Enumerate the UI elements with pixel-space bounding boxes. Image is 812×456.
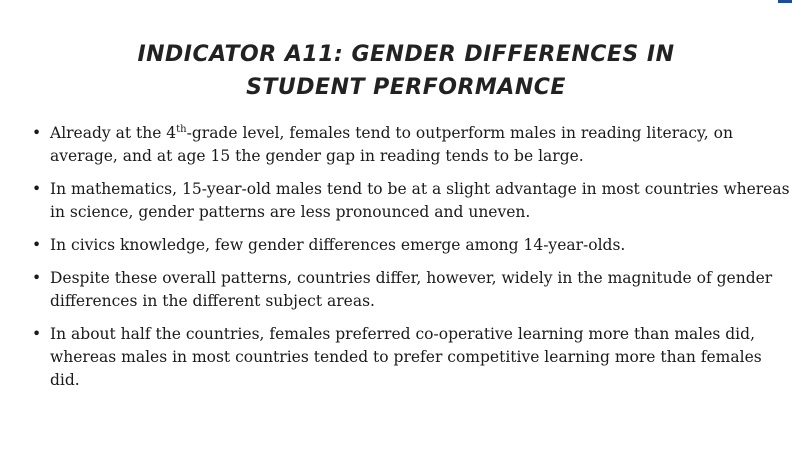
bullet-icon: • xyxy=(32,269,42,287)
bullet-icon: • xyxy=(32,325,42,343)
bullet-item-country-differences xyxy=(32,267,796,313)
bullet-text: Despite these overall patterns, countries differ, however, widely in the magnitude of gender differences in the different subject areas. xyxy=(50,269,773,310)
corner-accent-mark xyxy=(778,0,792,3)
bullet-icon: • xyxy=(32,180,42,198)
ordinal-superscript: th xyxy=(176,123,187,135)
bullet-item-learning-preferences xyxy=(32,323,796,392)
bullet-list xyxy=(32,122,796,402)
bullet-text: In civics knowledge, few gender differences emerge among 14-year-olds. xyxy=(50,236,626,254)
bullet-item-reading xyxy=(32,122,796,168)
bullet-icon: • xyxy=(32,236,42,254)
slide-title-line-1: INDICATOR A11: GENDER DIFFERENCES IN xyxy=(137,42,675,67)
bullet-text-part: Already at the 4 xyxy=(50,124,177,142)
bullet-item-mathematics xyxy=(32,178,796,224)
slide-title-line-2: STUDENT PERFORMANCE xyxy=(246,75,566,100)
bullet-icon: • xyxy=(32,124,42,142)
bullet-text: In mathematics, 15-year-old males tend to be at a slight advantage in most countries whereas in science, gender patterns are less pronounced and uneven. xyxy=(50,180,790,221)
bullet-text-part: -grade level, females tend to outperform males in reading literacy, on average, and at age 15 the gender gap in reading tends to be large. xyxy=(50,124,733,165)
bullet-text xyxy=(50,124,733,165)
bullet-item-civics xyxy=(32,234,796,257)
slide-title xyxy=(0,38,812,104)
bullet-text: In about half the countries, females preferred co-operative learning more than males did, whereas males in most countries tended to prefer competitive learning more than females did. xyxy=(50,325,762,389)
